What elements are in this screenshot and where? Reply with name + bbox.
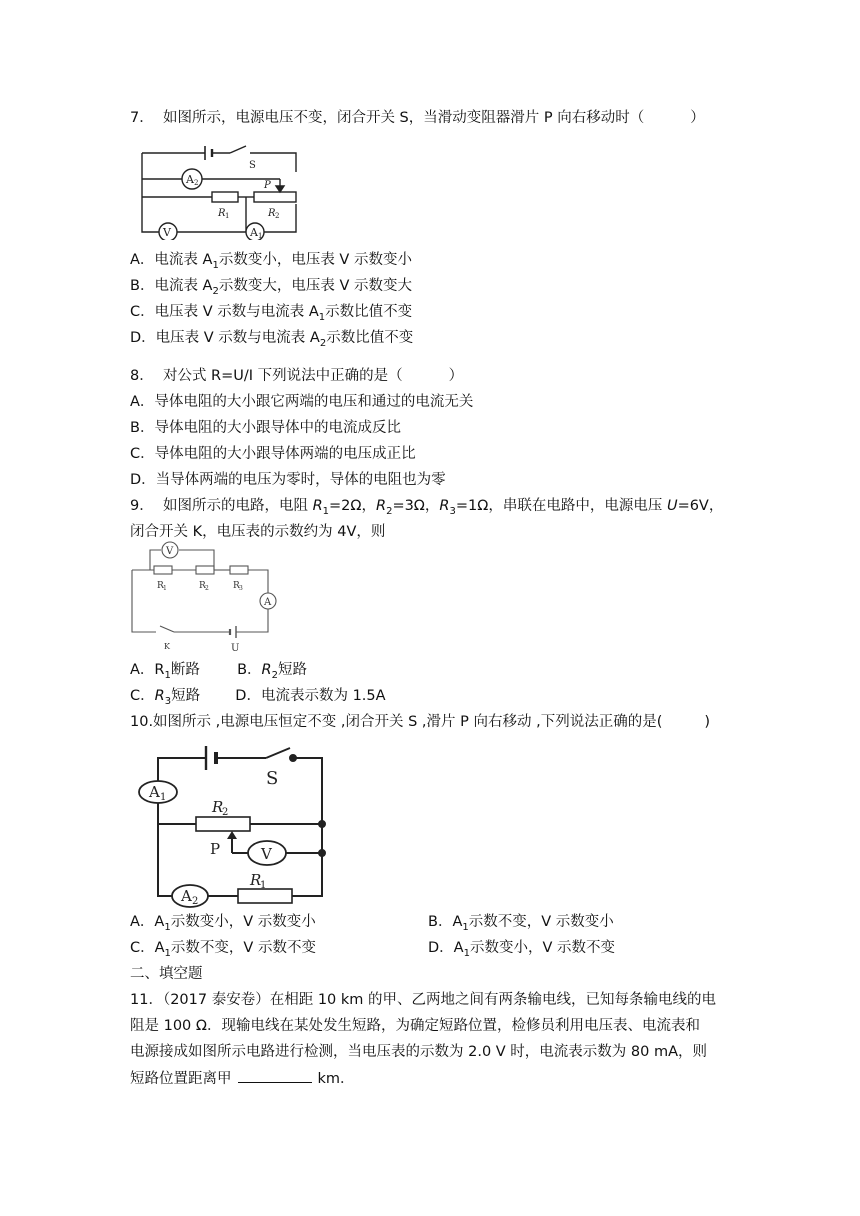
q7-ammeter-a1-label: A	[250, 226, 258, 239]
q10-options-row1	[130, 912, 730, 938]
q8-option-d: D．当导体两端的电压为零时，导体的电阻也为零	[130, 472, 446, 488]
q10-option-a: A．$A_1$示数变小，V 示数变小	[130, 914, 316, 933]
svg-text:2: 2	[205, 585, 209, 592]
q9-ammeter-label: A	[264, 597, 272, 608]
q7-option-d: D．电压表 V 示数与电流表 $A_2$示数比值不变	[130, 330, 414, 349]
q11-answer-blank[interactable]	[238, 1068, 312, 1083]
svg-text:1: 1	[160, 792, 167, 803]
q7-ammeter-a2-label: A	[186, 173, 194, 186]
svg-text:2: 2	[222, 807, 229, 818]
q10-a1-label: A	[149, 783, 160, 801]
q9-r1-label: R	[157, 581, 164, 591]
q8-option-b: B．导体电阻的大小跟导体中的电流成反比	[130, 420, 401, 436]
q9-option-d: D．电流表示数为 1.5A	[235, 688, 386, 704]
q9-stem-line1: 9． 如图所示的电路，电阻 $R_1=2\Omega$，$R_2=3\Omega$，$R_3=1\Omega$，串联在电路中，电源电压 U=6V，	[130, 498, 724, 517]
svg-text:3: 3	[239, 585, 243, 592]
q9-r2-label: R	[199, 581, 206, 591]
svg-text:1: 1	[258, 232, 263, 240]
q9-circuit-diagram	[130, 540, 280, 652]
q9-options-row1	[130, 660, 307, 686]
q11-line1: 11．（2017 泰安卷）在相距 10 km 的甲、乙两地之间有两条输电线，已知每条输电线的电	[130, 992, 717, 1008]
q10-voltmeter-label: V	[261, 845, 272, 863]
section-heading-fill-in: 二、填空题	[130, 966, 203, 982]
q10-slider-label: P	[210, 840, 221, 858]
q10-a2-label: A	[181, 887, 192, 905]
q9-options-row2	[130, 686, 386, 712]
svg-text:2: 2	[194, 179, 199, 187]
q10-r2-label: R	[212, 798, 224, 816]
q7-option-b: B．电流表 $A_2$示数变大，电压表 V 示数变大	[130, 278, 412, 297]
q11-line4: 短路位置距离甲 km．	[130, 1068, 355, 1089]
q9-option-a: A．$R_1$断路	[130, 662, 200, 681]
q9-stem-line2: 闭合开关 K，电压表的示数约为 4V，则	[130, 524, 386, 540]
q9-option-b: B．$R_2$短路	[237, 662, 307, 681]
q8-option-a: A．导体电阻的大小跟它两端的电压和通过的电流无关	[130, 394, 474, 410]
q7-option-c: C．电压表 V 示数与电流表 $A_1$示数比值不变	[130, 304, 413, 323]
svg-text:1: 1	[225, 212, 230, 220]
q10-option-b: B．$A_1$示数不变，V 示数变小	[428, 914, 614, 933]
q9-r3-label: R	[233, 581, 240, 591]
q7-stem: 7． 如图所示，电源电压不变，闭合开关 S，当滑动变阻器滑片 P 向右移动时（ ）	[130, 110, 705, 126]
q11-line3: 电源接成如图所示电路进行检测，当电压表的示数为 2.0 V 时，电流表示数为 80 mA，则	[130, 1044, 708, 1060]
q7-r1-label: R	[218, 208, 226, 219]
svg-text:2: 2	[192, 896, 199, 907]
q8-option-c: C．导体电阻的大小跟导体两端的电压成正比	[130, 446, 416, 462]
q9-option-c: C．$R_3$短路	[130, 688, 201, 707]
q9-switch-label: K	[164, 642, 170, 651]
svg-text:1: 1	[260, 880, 267, 891]
svg-text:1: 1	[163, 585, 167, 592]
q10-option-d: D．$A_1$示数变小，V 示数不变	[428, 940, 615, 959]
q10-r1-label: R	[250, 871, 262, 889]
q10-circuit-diagram	[130, 738, 330, 908]
svg-text:2: 2	[275, 212, 280, 220]
q9-voltmeter-label: V	[166, 546, 174, 557]
q10-option-c: C．$A_1$示数不变，V 示数不变	[130, 940, 316, 959]
q7-slider-label: P	[264, 180, 271, 191]
q10-stem: 10.如图所示 ,电源电压恒定不变 ,闭合开关 S ,滑片 P 向右移动 ,下列说法正确的是( )	[130, 714, 711, 730]
q7-circuit-diagram	[130, 138, 302, 240]
q9-source-label: U	[231, 643, 240, 652]
q11-line2: 阻是 100 Ω．现输电线在某处发生短路，为确定短路位置，检修员利用电压表、电流表和	[130, 1018, 700, 1034]
q7-r2-label: R	[268, 208, 276, 219]
q10-options-row2	[130, 938, 730, 964]
q8-stem: 8． 对公式 R=U/I 下列说法中正确的是（ ）	[130, 368, 464, 384]
q7-option-a: A．电流表 $A_1$示数变小，电压表 V 示数变小	[130, 252, 412, 271]
q7-switch-label: S	[249, 160, 256, 171]
q10-switch-label: S	[266, 768, 279, 789]
q7-voltmeter-label: V	[163, 226, 171, 239]
